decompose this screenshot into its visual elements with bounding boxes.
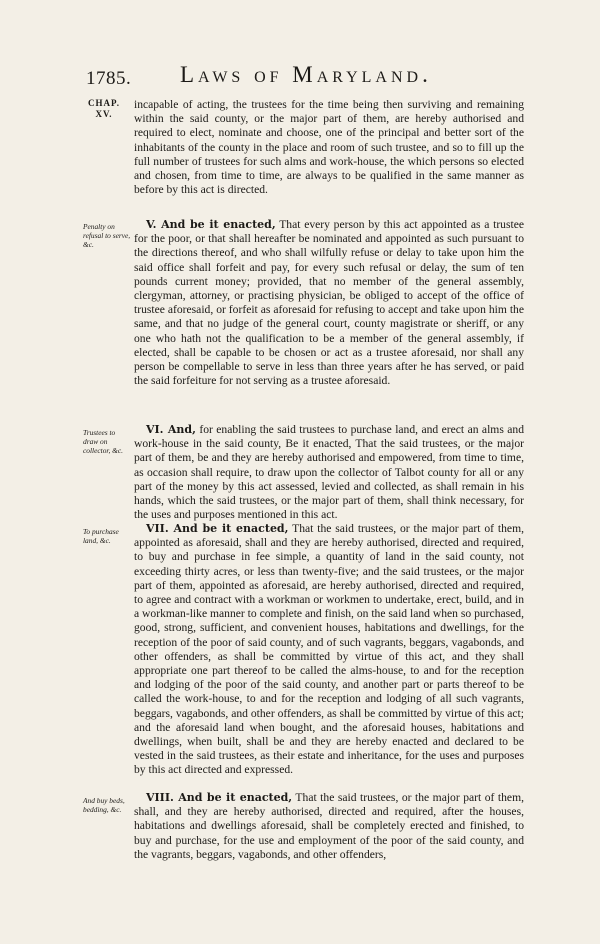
section-viii bbox=[134, 791, 524, 862]
paragraph-text: incapable of acting, the trustees for the time being then surviving and remaining within the said county, or the major part of them, are hereby authorised and required to elect, nominate and choose, one of the principal and better sort of the inhabitants of the county in the place and room of such trustee, and so to fill up the full number of trustees for such alms and work-house, the which persons so elected and chosen, from time to time, are always to be qualified in the same manner as before by this act is directed. bbox=[134, 98, 524, 197]
paragraph-continued bbox=[134, 98, 524, 197]
section-text: That the said trustees, or the major part of them, shall, and they are hereby authorised, directed and required, after the houses, habitations and dwellings aforesaid, shall be completely erected and finished, to buy and purchase, for the use and employment of the poor of the said county, and the vagrants, beggars, vagabonds, and other offenders, bbox=[134, 791, 524, 861]
margin-note-buy-beds: And buy beds, bedding, &c. bbox=[83, 796, 125, 814]
section-text: That the said trustees, or the major part of them, appointed as aforesaid, shall and they are hereby authorised, directed and required, to buy and purchase in fee simple, a quantity of land in the said county, not exceeding thirty acres, or less than twenty-five; and the said trustees, or the major part of them, appointed as aforesaid, are hereby authorised, directed and required, to agree and contract with a workman or workmen to undertake, erect, build, and in a workman-like manner to complete and finish, on the said land when so purchased, good, strong, sufficient, and convenient houses, habitations and dwellings, for the reception of the poor of said county, and of such vagrants, beggars, vagabonds, and other offenders, as shall be committed by virtue of this act, and they shall appropriate one part thereof to be called the alms-house, to and for the reception and lodging of the poor of the said county, and another part or parts thereof to be called the work-house, to and for the reception and lodging of all such vagrants, beggars, vagabonds, and other offenders, as shall be committed by virtue of this act; and the aforesaid land when bought, and the aforesaid houses, habitations and dwellings, when built, shall be and they are hereby enacted and declared to be vested in the said trustees, as their estate and inheritance, for the uses and purposes by this act directed and expressed. bbox=[134, 522, 525, 777]
section-v bbox=[134, 218, 524, 388]
margin-note-purchase-land: To purchase land, &c. bbox=[83, 527, 119, 545]
section-lead: V. And be it enacted, bbox=[146, 218, 276, 231]
section-lead: VII. And be it enacted, bbox=[146, 522, 289, 535]
chapter-marker bbox=[84, 98, 124, 120]
section-text: That every person by this act appointed as a trustee for the poor, or that shall hereafter be nominated and appointed as such pursuant to the directions thereof, and who shall wilfully refuse or delay to take upon him the said office shall forfeit and pay, for every such refusal or delay, the sum of ten pounds current money; provided, that no member of the general assembly, clergyman, attorney, or practising physician, be obliged to accept of the office of trustee aforesaid, or forfeit as aforesaid for refusing to accept and take upon him the same, and that no judge of the general court, county magistrate or sheriff, or any one who hath not the qualification to be a member of the general assembly, if elected, shall be capable to be chosen or act as a trustee aforesaid, nor shall any person be compellable to serve in less than three years after he has served, or paid the said forfeiture for not serving as a trustee aforesaid. bbox=[134, 218, 524, 388]
chapter-number: XV. bbox=[95, 109, 113, 119]
section-lead: VIII. And be it enacted, bbox=[146, 791, 293, 804]
section-vii bbox=[134, 522, 524, 778]
running-head: Laws of Maryland. bbox=[180, 62, 432, 87]
chapter-label: CHAP. bbox=[88, 98, 120, 108]
margin-note-penalty: Penalty on refusal to serve, &c. bbox=[83, 222, 131, 249]
section-lead: VI. And, bbox=[146, 423, 196, 436]
section-text: for enabling the said trustees to purchase land, and erect an alms and work-house in the said county, Be it enacted, That the said trustees, or the major part of them, be and they are hereby authorised and empowered, from time to time, as occasion shall require, to draw upon the collector of Talbot county for all or any part of the money by this act assessed, levied and collected, as shall remain in his hands, which the said trustees, or the major part of them, shall think necessary, for the uses and purposes mentioned in this act. bbox=[134, 423, 524, 522]
margin-note-trustees-draw: Trustees to draw on collector, &c. bbox=[83, 428, 124, 455]
section-vi bbox=[134, 423, 524, 522]
page-year: 1785. bbox=[86, 68, 132, 89]
